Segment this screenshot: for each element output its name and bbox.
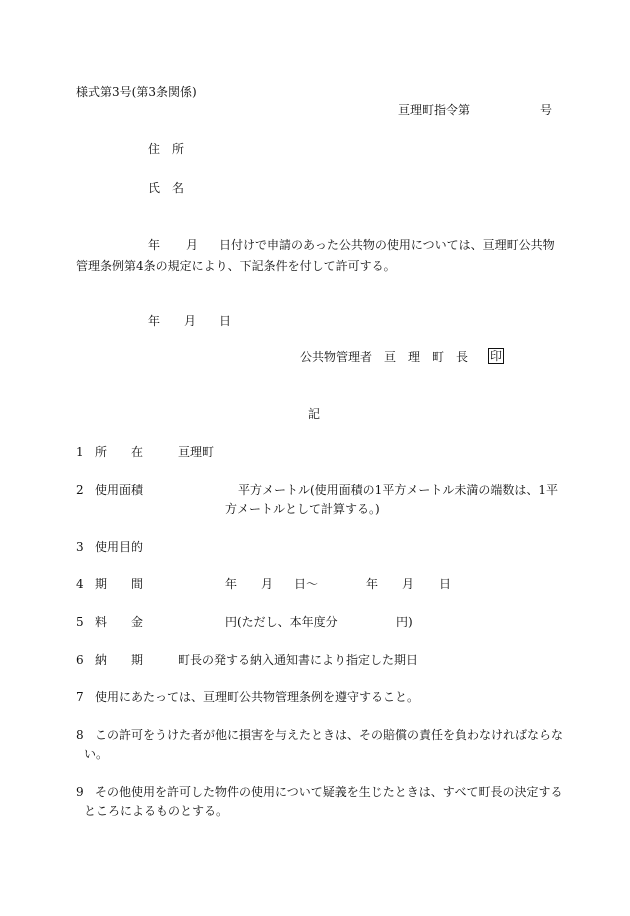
- item-8-line1: この許可をうけた者が他に損害を与えたときは、その賠償の責任を負わなければならな: [95, 728, 564, 742]
- address-label: 住 所: [148, 142, 185, 156]
- item-5-text2: 円): [396, 615, 413, 629]
- item-3-number: 3: [76, 540, 84, 554]
- item-2-line2: 方メートルとして計算する。): [225, 502, 380, 516]
- item-6-number: 6: [76, 653, 84, 667]
- item-1-number: 1: [76, 445, 84, 459]
- item-4-end-year: 年: [366, 577, 379, 591]
- item-1-value: 亘理町: [178, 445, 215, 459]
- item-4-end-day: 日: [439, 577, 452, 591]
- item-4-start-year: 年: [225, 577, 238, 591]
- issue-day: 日: [219, 314, 232, 328]
- item-1-label: 所 在: [95, 445, 144, 459]
- item-6-value: 町長の発する納入通知書により指定した期日: [178, 653, 419, 667]
- item-4-end-month: 月: [402, 577, 415, 591]
- item-4-range-sep: 日〜: [294, 577, 319, 591]
- item-6-label: 納 期: [95, 653, 144, 667]
- item-5-text1: 円(ただし、本年度分: [225, 615, 338, 629]
- name-label: 氏 名: [148, 181, 185, 195]
- permit-number-prefix: 亘理町指令第: [398, 103, 471, 117]
- item-7-text: 使用にあたっては、亘理町公共物管理条例を遵守すること。: [95, 690, 420, 704]
- seal-mark: [488, 348, 504, 364]
- item-5-number: 5: [76, 615, 84, 629]
- body-year: 年: [148, 238, 161, 252]
- item-9-line1: その他使用を許可した物件の使用について疑義を生じたときは、すべて町長の決定する: [95, 785, 563, 799]
- item-5-label: 料 金: [95, 615, 144, 629]
- item-2-number: 2: [76, 483, 84, 497]
- body-text-line1: 日付けで申請のあった公共物の使用については、亘理町公共物: [219, 238, 555, 252]
- item-2-line1: 平方メートル(使用面積の1平方メートル未満の端数は、1平: [238, 483, 558, 497]
- item-9-number: 9: [76, 785, 84, 799]
- item-7-number: 7: [76, 690, 84, 704]
- item-2-label: 使用面積: [95, 483, 144, 497]
- form-header: 様式第3号(第3条関係): [76, 85, 197, 99]
- item-4-label: 期 間: [95, 577, 144, 591]
- seal-label: 印: [490, 349, 503, 363]
- item-8-line2: い。: [84, 747, 109, 761]
- ki-heading: 記: [308, 407, 321, 421]
- item-8-number: 8: [76, 728, 84, 742]
- item-3-label: 使用目的: [95, 540, 144, 554]
- body-month: 月: [186, 238, 199, 252]
- issue-year: 年: [148, 314, 161, 328]
- issue-month: 月: [184, 314, 197, 328]
- item-9-line2: ところによるものとする。: [84, 804, 229, 818]
- item-4-number: 4: [76, 577, 84, 591]
- body-text-line2: 管理条例第4条の規定により、下記条件を付して許可する。: [76, 259, 396, 273]
- permit-number-suffix: 号: [540, 103, 553, 117]
- item-4-start-month: 月: [261, 577, 274, 591]
- signature-title: 公共物管理者 亘 理 町 長: [300, 350, 469, 364]
